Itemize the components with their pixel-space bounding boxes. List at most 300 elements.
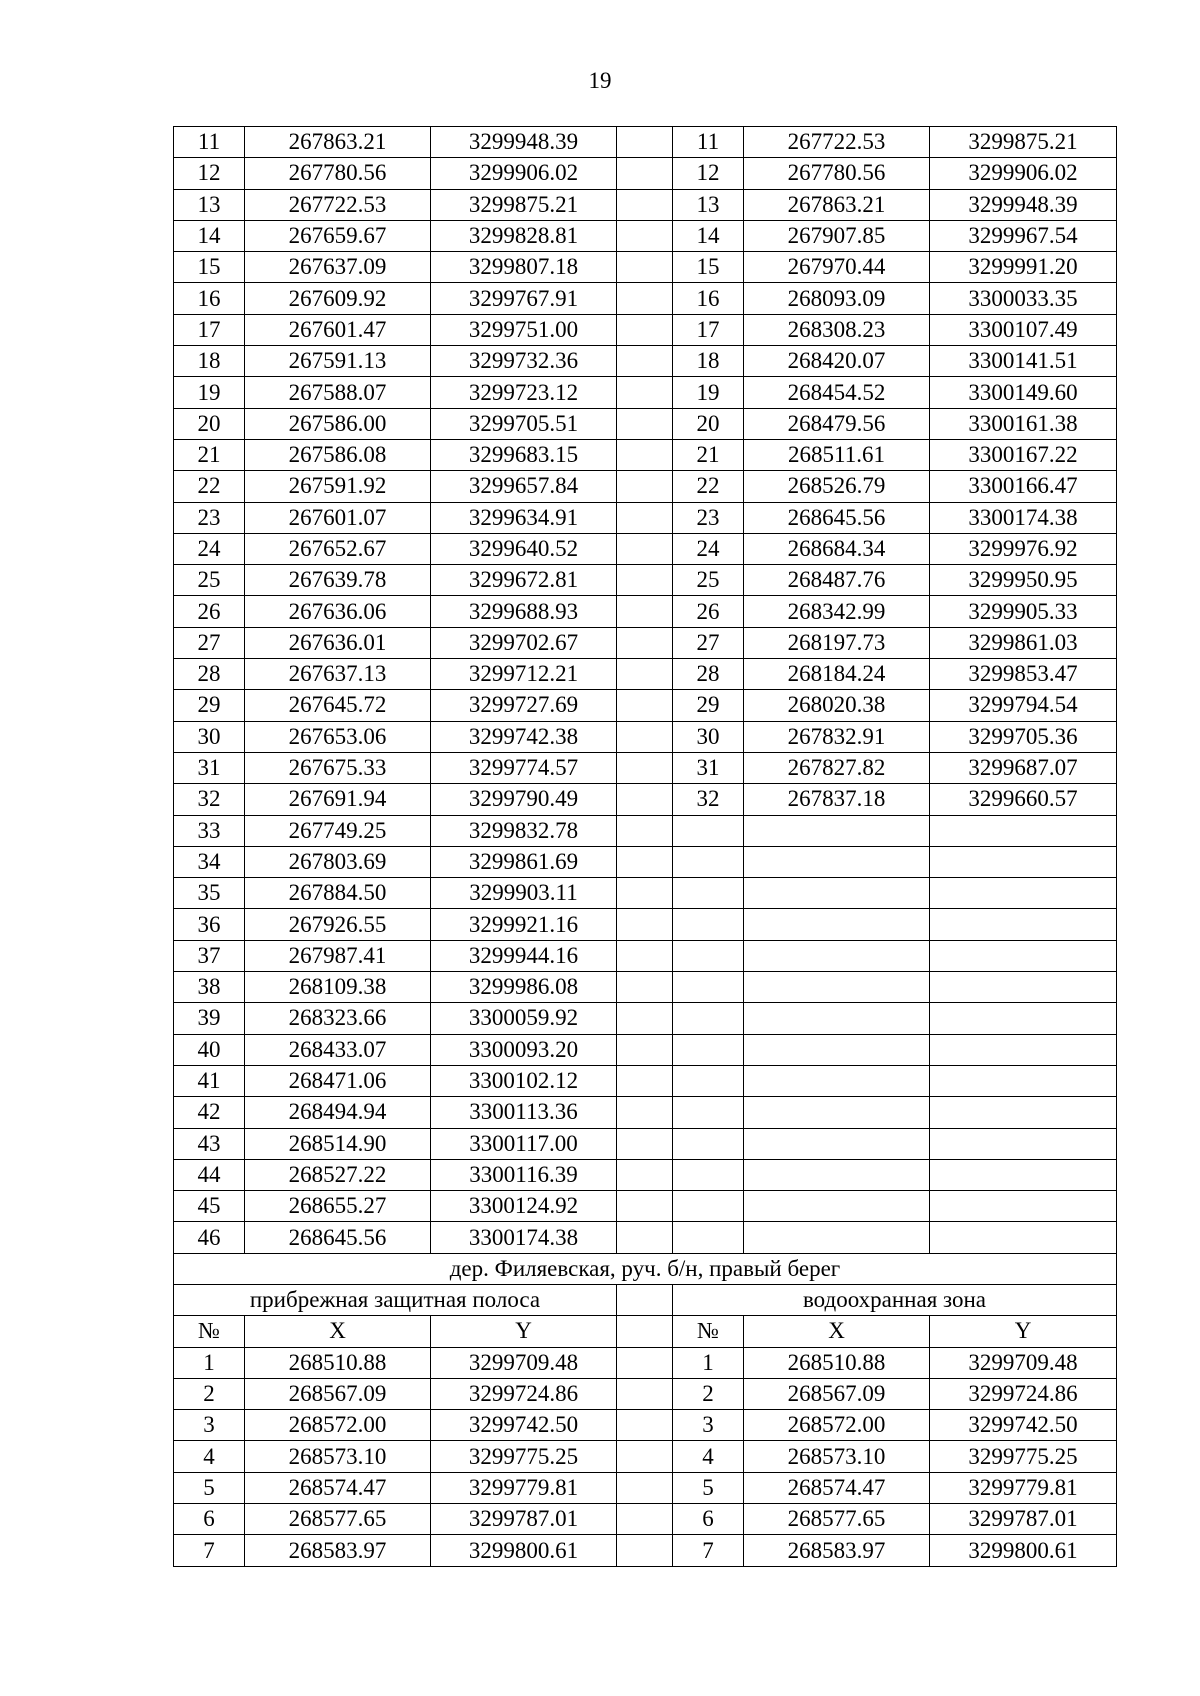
table-row: [174, 1441, 1117, 1472]
right-x-coordinate: [744, 940, 930, 971]
left-y-coordinate: 3299787.01: [431, 1504, 617, 1535]
right-x-coordinate: [744, 846, 930, 877]
right-point-number: 17: [673, 314, 744, 345]
separator-cell: [617, 1003, 673, 1034]
left-x-coordinate: 267637.09: [245, 252, 431, 283]
left-point-number: 44: [174, 1159, 245, 1190]
right-x-coordinate: 268093.09: [744, 283, 930, 314]
section-subheading-row: [174, 1284, 1117, 1315]
right-x-coordinate: 268342.99: [744, 596, 930, 627]
left-point-number: 1: [174, 1347, 245, 1378]
left-y-coordinate: 3300059.92: [431, 1003, 617, 1034]
left-y-coordinate: 3300117.00: [431, 1128, 617, 1159]
right-x-coordinate: 267970.44: [744, 252, 930, 283]
left-point-number: 38: [174, 972, 245, 1003]
left-point-number: 46: [174, 1222, 245, 1253]
right-y-coordinate: [930, 909, 1117, 940]
left-x-coordinate: 267636.01: [245, 627, 431, 658]
left-x-coordinate: 268645.56: [245, 1222, 431, 1253]
right-point-number: 19: [673, 377, 744, 408]
separator-cell: [617, 1316, 673, 1347]
right-point-number: 32: [673, 784, 744, 815]
table-row: [174, 784, 1117, 815]
left-point-number: 18: [174, 346, 245, 377]
right-x-coordinate: 267837.18: [744, 784, 930, 815]
right-point-number: 20: [673, 408, 744, 439]
right-point-number: [673, 972, 744, 1003]
table-row: [174, 690, 1117, 721]
table-row: [174, 127, 1117, 158]
right-point-number: 11: [673, 127, 744, 158]
separator-cell: [617, 283, 673, 314]
table-row: [174, 721, 1117, 752]
right-y-coordinate: 3299787.01: [930, 1504, 1117, 1535]
left-point-number: 25: [174, 565, 245, 596]
right-y-coordinate: [930, 815, 1117, 846]
left-point-number: 31: [174, 752, 245, 783]
separator-cell: [617, 1410, 673, 1441]
table-row: [174, 846, 1117, 877]
left-point-number: 2: [174, 1378, 245, 1409]
right-x-coordinate: 267827.82: [744, 752, 930, 783]
right-x-coordinate: [744, 815, 930, 846]
right-y-coordinate: [930, 1191, 1117, 1222]
right-point-number: [673, 1065, 744, 1096]
left-point-number: 32: [174, 784, 245, 815]
left-x-coordinate: 267803.69: [245, 846, 431, 877]
table-row: [174, 909, 1117, 940]
table-row: [174, 1191, 1117, 1222]
right-y-coordinate: [930, 1222, 1117, 1253]
left-point-number: 16: [174, 283, 245, 314]
left-x-coordinate: 267591.13: [245, 346, 431, 377]
left-y-coordinate: 3299944.16: [431, 940, 617, 971]
table-row: [174, 1535, 1117, 1566]
table-row: [174, 1034, 1117, 1065]
right-y-coordinate: 3299967.54: [930, 220, 1117, 251]
left-y-coordinate: 3299742.38: [431, 721, 617, 752]
left-y-coordinate: 3299767.91: [431, 283, 617, 314]
left-x-coordinate: 267884.50: [245, 878, 431, 909]
separator-cell: [617, 659, 673, 690]
right-x-coordinate: 267780.56: [744, 158, 930, 189]
right-point-number: 18: [673, 346, 744, 377]
right-y-coordinate: [930, 972, 1117, 1003]
left-point-number: 22: [174, 471, 245, 502]
separator-cell: [617, 1472, 673, 1503]
table-row: [174, 1378, 1117, 1409]
left-y-coordinate: 3299906.02: [431, 158, 617, 189]
table-row: [174, 314, 1117, 345]
left-point-number: 27: [174, 627, 245, 658]
separator-cell: [617, 314, 673, 345]
separator-cell: [617, 127, 673, 158]
left-y-coordinate: 3299683.15: [431, 439, 617, 470]
right-point-number: 31: [673, 752, 744, 783]
table-row: [174, 377, 1117, 408]
left-x-coordinate: 267588.07: [245, 377, 431, 408]
left-column-header: №: [174, 1316, 245, 1347]
right-y-coordinate: 3300161.38: [930, 408, 1117, 439]
left-y-coordinate: 3299774.57: [431, 752, 617, 783]
left-y-coordinate: 3299775.25: [431, 1441, 617, 1472]
left-x-coordinate: 267926.55: [245, 909, 431, 940]
left-x-coordinate: 268323.66: [245, 1003, 431, 1034]
table-row: [174, 1410, 1117, 1441]
right-column-header: X: [744, 1316, 930, 1347]
left-point-number: 29: [174, 690, 245, 721]
separator-cell: [617, 408, 673, 439]
left-y-coordinate: 3299640.52: [431, 533, 617, 564]
right-point-number: [673, 815, 744, 846]
separator-cell: [617, 1347, 673, 1378]
right-x-coordinate: 268526.79: [744, 471, 930, 502]
right-x-coordinate: 267722.53: [744, 127, 930, 158]
right-x-coordinate: 268454.52: [744, 377, 930, 408]
left-x-coordinate: 267586.08: [245, 439, 431, 470]
right-point-number: 16: [673, 283, 744, 314]
left-y-coordinate: 3300124.92: [431, 1191, 617, 1222]
left-x-coordinate: 268510.88: [245, 1347, 431, 1378]
table-row: [174, 471, 1117, 502]
table-row: [174, 972, 1117, 1003]
column-header-row: [174, 1316, 1117, 1347]
table-row: [174, 1159, 1117, 1190]
right-point-number: [673, 1003, 744, 1034]
table-row: [174, 252, 1117, 283]
right-y-coordinate: 3299709.48: [930, 1347, 1117, 1378]
left-x-coordinate: 267780.56: [245, 158, 431, 189]
separator-cell: [617, 1441, 673, 1472]
right-point-number: [673, 1034, 744, 1065]
separator-cell: [617, 596, 673, 627]
left-point-number: 12: [174, 158, 245, 189]
right-x-coordinate: 268572.00: [744, 1410, 930, 1441]
section-title-row: [174, 1253, 1117, 1284]
right-x-coordinate: 268573.10: [744, 1441, 930, 1472]
right-column-header: №: [673, 1316, 744, 1347]
right-x-coordinate: [744, 1159, 930, 1190]
right-point-number: 28: [673, 659, 744, 690]
right-point-number: 23: [673, 502, 744, 533]
left-point-number: 3: [174, 1410, 245, 1441]
right-point-number: 3: [673, 1410, 744, 1441]
right-y-coordinate: [930, 1003, 1117, 1034]
coordinates-table: [173, 126, 1117, 1567]
left-y-coordinate: 3299712.21: [431, 659, 617, 690]
right-x-coordinate: [744, 1191, 930, 1222]
right-point-number: [673, 846, 744, 877]
left-point-number: 5: [174, 1472, 245, 1503]
right-y-coordinate: 3299906.02: [930, 158, 1117, 189]
right-x-coordinate: 268020.38: [744, 690, 930, 721]
right-x-coordinate: 268487.76: [744, 565, 930, 596]
right-point-number: 13: [673, 189, 744, 220]
left-point-number: 15: [174, 252, 245, 283]
right-y-coordinate: 3299905.33: [930, 596, 1117, 627]
right-point-number: 22: [673, 471, 744, 502]
right-y-coordinate: [930, 1034, 1117, 1065]
separator-cell: [617, 471, 673, 502]
left-point-number: 45: [174, 1191, 245, 1222]
left-y-coordinate: 3299657.84: [431, 471, 617, 502]
separator-cell: [617, 909, 673, 940]
right-point-number: [673, 878, 744, 909]
left-x-coordinate: 267691.94: [245, 784, 431, 815]
left-point-number: 17: [174, 314, 245, 345]
separator-cell: [617, 627, 673, 658]
section-title: дер. Филяевская, руч. б/н, правый берег: [174, 1253, 1117, 1284]
left-y-coordinate: 3299986.08: [431, 972, 617, 1003]
separator-cell: [617, 878, 673, 909]
right-y-coordinate: [930, 940, 1117, 971]
separator-cell: [617, 346, 673, 377]
left-y-coordinate: 3300113.36: [431, 1097, 617, 1128]
right-point-number: 14: [673, 220, 744, 251]
right-point-number: [673, 1097, 744, 1128]
left-point-number: 7: [174, 1535, 245, 1566]
table-row: [174, 1128, 1117, 1159]
right-y-coordinate: 3300149.60: [930, 377, 1117, 408]
right-x-coordinate: 268567.09: [744, 1378, 930, 1409]
left-y-coordinate: 3299875.21: [431, 189, 617, 220]
left-point-number: 20: [174, 408, 245, 439]
separator-cell: [617, 940, 673, 971]
right-x-coordinate: 267832.91: [744, 721, 930, 752]
left-point-number: 41: [174, 1065, 245, 1096]
left-point-number: 6: [174, 1504, 245, 1535]
left-y-coordinate: 3299779.81: [431, 1472, 617, 1503]
right-x-coordinate: 268420.07: [744, 346, 930, 377]
left-point-number: 34: [174, 846, 245, 877]
left-y-coordinate: 3299800.61: [431, 1535, 617, 1566]
right-point-number: 27: [673, 627, 744, 658]
right-point-number: [673, 1191, 744, 1222]
right-y-coordinate: 3299775.25: [930, 1441, 1117, 1472]
right-x-coordinate: 268511.61: [744, 439, 930, 470]
right-x-coordinate: 268574.47: [744, 1472, 930, 1503]
separator-cell: [617, 533, 673, 564]
left-x-coordinate: 268527.22: [245, 1159, 431, 1190]
left-y-coordinate: 3299732.36: [431, 346, 617, 377]
left-point-number: 39: [174, 1003, 245, 1034]
left-x-coordinate: 268109.38: [245, 972, 431, 1003]
separator-cell: [617, 784, 673, 815]
table-row: [174, 408, 1117, 439]
left-x-coordinate: 267863.21: [245, 127, 431, 158]
left-x-coordinate: 268572.00: [245, 1410, 431, 1441]
left-x-coordinate: 268514.90: [245, 1128, 431, 1159]
right-y-coordinate: 3299724.86: [930, 1378, 1117, 1409]
separator-cell: [617, 690, 673, 721]
separator-cell: [617, 972, 673, 1003]
right-y-coordinate: 3299794.54: [930, 690, 1117, 721]
separator-cell: [617, 1128, 673, 1159]
right-point-number: 29: [673, 690, 744, 721]
right-y-coordinate: [930, 1097, 1117, 1128]
table-row: [174, 1003, 1117, 1034]
right-x-coordinate: [744, 1097, 930, 1128]
left-y-coordinate: 3299724.86: [431, 1378, 617, 1409]
table-row: [174, 627, 1117, 658]
left-point-number: 28: [174, 659, 245, 690]
right-x-coordinate: 268583.97: [744, 1535, 930, 1566]
right-point-number: 5: [673, 1472, 744, 1503]
right-y-coordinate: 3299705.36: [930, 721, 1117, 752]
left-y-coordinate: 3299861.69: [431, 846, 617, 877]
right-y-coordinate: 3299991.20: [930, 252, 1117, 283]
right-x-coordinate: [744, 1222, 930, 1253]
table-row: [174, 189, 1117, 220]
table-row: [174, 940, 1117, 971]
separator-cell: [617, 502, 673, 533]
left-y-coordinate: 3299751.00: [431, 314, 617, 345]
right-subheading: водоохранная зона: [673, 1284, 1117, 1315]
table-row: [174, 283, 1117, 314]
left-point-number: 21: [174, 439, 245, 470]
left-x-coordinate: 267639.78: [245, 565, 431, 596]
right-x-coordinate: 268684.34: [744, 533, 930, 564]
right-x-coordinate: [744, 1128, 930, 1159]
right-y-coordinate: 3299948.39: [930, 189, 1117, 220]
right-y-coordinate: 3299687.07: [930, 752, 1117, 783]
separator-cell: [617, 1191, 673, 1222]
coordinates-table-body: [174, 127, 1117, 1567]
right-x-coordinate: 267863.21: [744, 189, 930, 220]
table-row: [174, 1504, 1117, 1535]
left-y-coordinate: 3299705.51: [431, 408, 617, 439]
separator-cell: [617, 377, 673, 408]
separator-cell: [617, 158, 673, 189]
left-y-coordinate: 3300116.39: [431, 1159, 617, 1190]
right-point-number: 24: [673, 533, 744, 564]
right-y-coordinate: 3299853.47: [930, 659, 1117, 690]
left-x-coordinate: 267653.06: [245, 721, 431, 752]
table-row: [174, 1472, 1117, 1503]
right-x-coordinate: [744, 878, 930, 909]
table-row: [174, 878, 1117, 909]
right-point-number: 15: [673, 252, 744, 283]
table-row: [174, 1347, 1117, 1378]
left-x-coordinate: 268433.07: [245, 1034, 431, 1065]
separator-cell: [617, 1097, 673, 1128]
left-x-coordinate: 267675.33: [245, 752, 431, 783]
right-y-coordinate: 3299950.95: [930, 565, 1117, 596]
separator-cell: [617, 1034, 673, 1065]
right-y-coordinate: [930, 878, 1117, 909]
left-point-number: 33: [174, 815, 245, 846]
right-point-number: 1: [673, 1347, 744, 1378]
left-point-number: 24: [174, 533, 245, 564]
right-y-coordinate: 3299875.21: [930, 127, 1117, 158]
left-point-number: 37: [174, 940, 245, 971]
table-row: [174, 533, 1117, 564]
separator-cell: [617, 565, 673, 596]
left-x-coordinate: 268471.06: [245, 1065, 431, 1096]
right-x-coordinate: [744, 1034, 930, 1065]
left-x-coordinate: 267609.92: [245, 283, 431, 314]
left-x-coordinate: 267601.07: [245, 502, 431, 533]
left-x-coordinate: 267591.92: [245, 471, 431, 502]
right-y-coordinate: 3299800.61: [930, 1535, 1117, 1566]
left-x-coordinate: 267652.67: [245, 533, 431, 564]
left-point-number: 35: [174, 878, 245, 909]
left-x-coordinate: 267636.06: [245, 596, 431, 627]
left-y-coordinate: 3300093.20: [431, 1034, 617, 1065]
table-row: [174, 158, 1117, 189]
separator-cell: [617, 252, 673, 283]
right-x-coordinate: [744, 1003, 930, 1034]
left-point-number: 40: [174, 1034, 245, 1065]
page-number: 19: [588, 68, 612, 93]
right-point-number: 2: [673, 1378, 744, 1409]
right-point-number: 26: [673, 596, 744, 627]
separator-cell: [617, 1378, 673, 1409]
table-row: [174, 752, 1117, 783]
right-y-coordinate: 3299779.81: [930, 1472, 1117, 1503]
right-y-coordinate: 3299742.50: [930, 1410, 1117, 1441]
left-y-coordinate: 3299807.18: [431, 252, 617, 283]
left-point-number: 14: [174, 220, 245, 251]
right-point-number: [673, 1222, 744, 1253]
separator-cell: [617, 721, 673, 752]
separator-cell: [617, 189, 673, 220]
separator-cell: [617, 220, 673, 251]
right-y-coordinate: [930, 1128, 1117, 1159]
left-y-coordinate: 3299634.91: [431, 502, 617, 533]
left-column-header: Y: [431, 1316, 617, 1347]
right-point-number: 25: [673, 565, 744, 596]
left-point-number: 42: [174, 1097, 245, 1128]
table-row: [174, 596, 1117, 627]
table-row: [174, 220, 1117, 251]
table-row: [174, 439, 1117, 470]
right-point-number: [673, 1159, 744, 1190]
separator-cell: [617, 815, 673, 846]
separator-cell: [617, 1222, 673, 1253]
right-point-number: 12: [673, 158, 744, 189]
right-point-number: 21: [673, 439, 744, 470]
right-point-number: 7: [673, 1535, 744, 1566]
left-x-coordinate: 267722.53: [245, 189, 431, 220]
right-point-number: [673, 909, 744, 940]
right-y-coordinate: 3300167.22: [930, 439, 1117, 470]
separator-cell: [617, 1284, 673, 1315]
left-x-coordinate: 267749.25: [245, 815, 431, 846]
table-row: [174, 1065, 1117, 1096]
left-x-coordinate: 267586.00: [245, 408, 431, 439]
right-y-coordinate: [930, 1159, 1117, 1190]
right-x-coordinate: 267907.85: [744, 220, 930, 251]
right-y-coordinate: [930, 846, 1117, 877]
left-point-number: 11: [174, 127, 245, 158]
left-x-coordinate: 267987.41: [245, 940, 431, 971]
left-y-coordinate: 3299790.49: [431, 784, 617, 815]
right-y-coordinate: 3300107.49: [930, 314, 1117, 345]
left-y-coordinate: 3299702.67: [431, 627, 617, 658]
left-x-coordinate: 267659.67: [245, 220, 431, 251]
left-x-coordinate: 268574.47: [245, 1472, 431, 1503]
right-y-coordinate: 3300166.47: [930, 471, 1117, 502]
right-x-coordinate: 268479.56: [744, 408, 930, 439]
right-point-number: 4: [673, 1441, 744, 1472]
left-y-coordinate: 3300174.38: [431, 1222, 617, 1253]
left-point-number: 43: [174, 1128, 245, 1159]
left-point-number: 26: [174, 596, 245, 627]
right-y-coordinate: 3299660.57: [930, 784, 1117, 815]
separator-cell: [617, 846, 673, 877]
table-row: [174, 502, 1117, 533]
